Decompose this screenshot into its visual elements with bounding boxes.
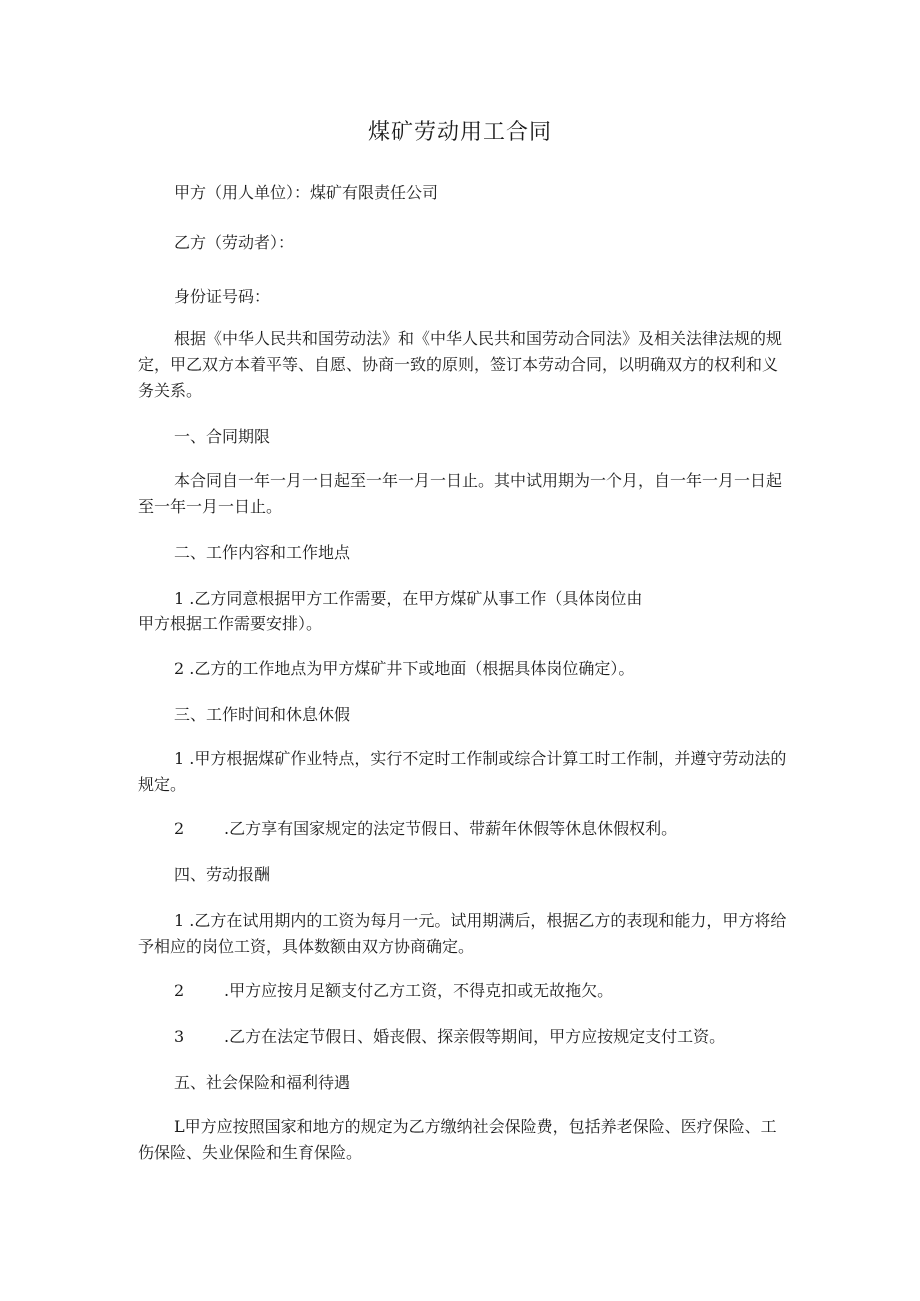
section-4-item-3 [174, 1024, 725, 1050]
section-5-heading: 五、社会保险和福利待遇 [174, 1073, 351, 1092]
preamble-paragraph: 根据《中华人民共和国劳动法》和《中华人民共和国劳动合同法》及相关法律法规的规定，甲乙双方本着平等、自愿、协商一致的原则，签订本劳动合同，以明确双方的权利和义务关系。 [138, 329, 783, 400]
section-3-item-1: 1 .甲方根据煤矿作业特点，实行不定时工作制或综合计算工时工作制，并遵守劳动法的规定。 [138, 749, 787, 794]
section-3-heading: 三、工作时间和休息休假 [174, 705, 351, 724]
id-number-line: 身份证号码： [174, 287, 271, 306]
section-2-item-1-line-2: 甲方根据工作需要安排）。 [138, 614, 323, 633]
item-number: 2 [174, 819, 185, 838]
item-number: 2 [174, 981, 185, 1000]
section-4-item-1: 1 .乙方在试用期内的工资为每月一元。试用期满后，根据乙方的表现和能力，甲方将给予相应的岗位工资，具体数额由双方协商确定。 [138, 911, 787, 956]
item-text: .甲方应按月足额支付乙方工资，不得克扣或无故拖欠。 [224, 981, 614, 1000]
item-number: 3 [174, 1027, 185, 1046]
section-4-item-2 [174, 978, 613, 1004]
section-2-item-2: 2 .乙方的工作地点为甲方煤矿井下或地面（根据具体岗位确定）。 [174, 659, 635, 678]
section-3-item-2 [174, 816, 677, 842]
section-5-item-1: L甲方应按照国家和地方的规定为乙方缴纳社会保险费，包括养老保险、医疗保险、工伤保险、失业保险和生育保险。 [138, 1117, 777, 1162]
item-text: .乙方在法定节假日、婚丧假、探亲假等期间，甲方应按规定支付工资。 [224, 1027, 726, 1046]
section-2-item-1-line-1: 1 .乙方同意根据甲方工作需要，在甲方煤矿从事工作（具体岗位由 [174, 589, 643, 608]
section-2-heading: 二、工作内容和工作地点 [174, 543, 351, 562]
item-text: .乙方享有国家规定的法定节假日、带薪年休假等休息休假权利。 [224, 819, 678, 838]
section-4-heading: 四、劳动报酬 [174, 865, 271, 884]
section-1-paragraph: 本合同自一年一月一日起至一年一月一日止。其中试用期为一个月，自一年一月一日起至一年一月一日止。 [138, 471, 783, 516]
party-a-line: 甲方（用人单位）：煤矿有限责任公司 [174, 183, 439, 202]
page-title: 煤矿劳动用工合同 [367, 120, 552, 145]
section-1-heading: 一、合同期限 [174, 427, 271, 446]
party-b-line: 乙方（劳动者）： [174, 233, 295, 252]
